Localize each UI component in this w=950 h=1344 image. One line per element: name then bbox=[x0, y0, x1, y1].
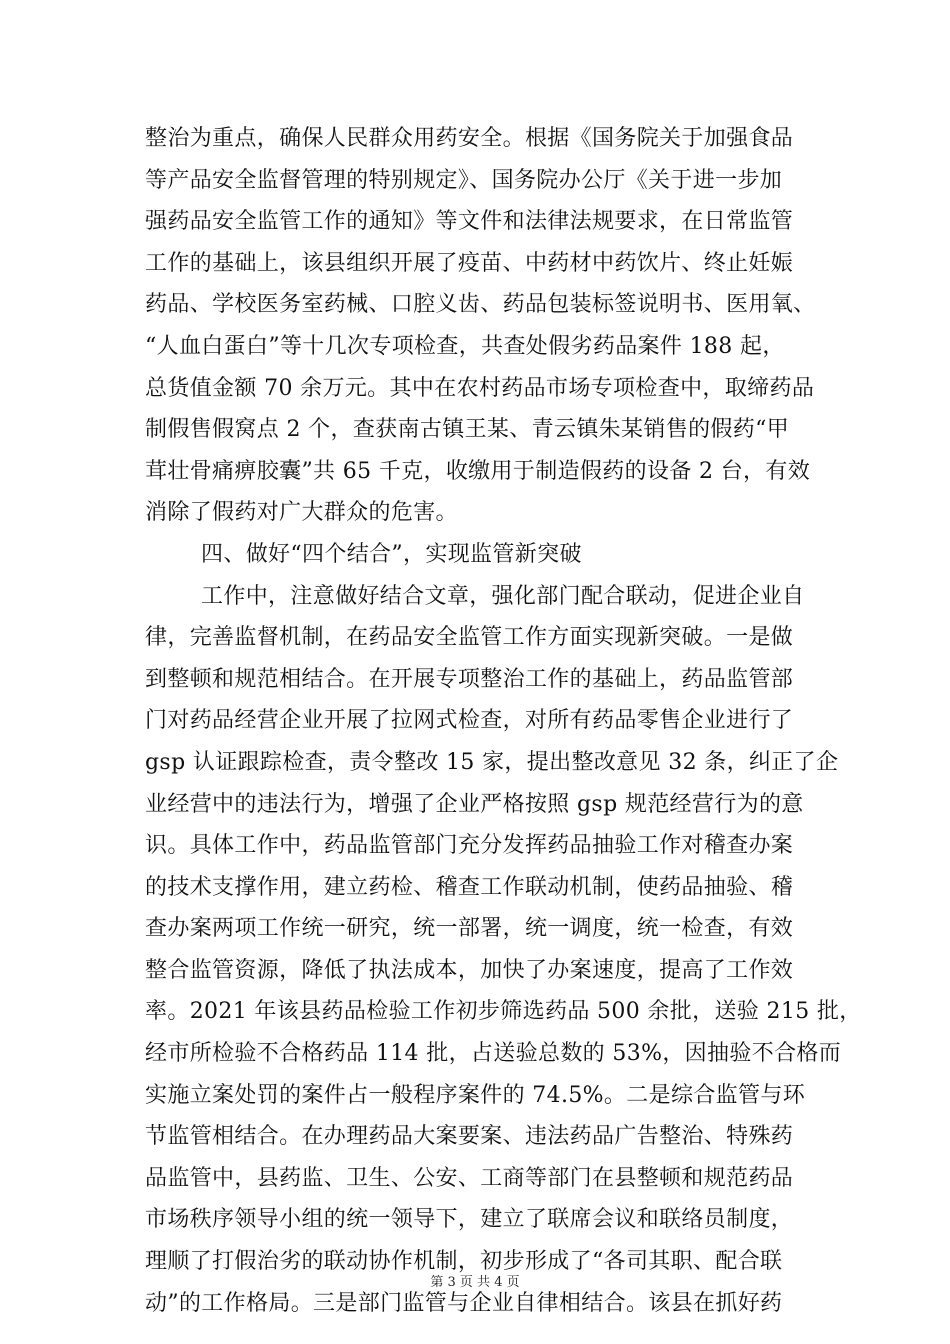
paragraph-start: 工作中，注意做好结合文章，强化部门配合联动，促进企业自 bbox=[201, 583, 805, 609]
text-line: 动”的工作格局。三是部门监管与企业自律相结合。该县在抓好药 bbox=[145, 1290, 783, 1316]
text-line: 理顺了打假治劣的联动协作机制，初步形成了“各司其职、配合联 bbox=[145, 1249, 783, 1275]
text-line: 制假售假窝点 2 个，查获南古镇王某、青云镇朱某销售的假药“甲 bbox=[145, 417, 790, 443]
body-text bbox=[145, 118, 862, 1324]
text-line: 律，完善监督机制，在药品安全监管工作方面实现新突破。一是做 bbox=[145, 625, 794, 651]
text-line: 药品、学校医务室药械、口腔义齿、药品包装标签说明书、医用氧、 bbox=[145, 292, 816, 318]
text-line: 率。2021 年该县药品检验工作初步筛选药品 500 余批，送验 215 批， bbox=[145, 999, 862, 1025]
section-heading: 四、做好“四个结合”，实现监管新突破 bbox=[201, 541, 582, 567]
text-line: 的技术支撑作用，建立药检、稽查工作联动机制，使药品抽验、稽 bbox=[145, 874, 794, 900]
text-line: gsp 认证跟踪检查，责令整改 15 家，提出整改意见 32 条，纠正了企 bbox=[145, 749, 839, 775]
text-line: 查办案两项工作统一研究，统一部署，统一调度，统一检查，有效 bbox=[145, 916, 794, 942]
text-line: 整治为重点，确保人民群众用药安全。根据《国务院关于加强食品 bbox=[145, 126, 794, 151]
text-line: 门对药品经营企业开展了拉网式检查，对所有药品零售企业进行了 bbox=[145, 708, 794, 734]
text-line: 节监管相结合。在办理药品大案要案、违法药品广告整治、特殊药 bbox=[145, 1124, 794, 1150]
text-line: 实施立案处罚的案件占一般程序案件的 74.5%。二是综合监管与环 bbox=[145, 1082, 806, 1108]
text-line: 经市所检验不合格药品 114 批，占送验总数的 53%，因抽验不合格而 bbox=[145, 1041, 842, 1067]
text-line: “人血白蛋白”等十几次专项检查，共查处假劣药品案件 188 起， bbox=[145, 333, 785, 359]
text-line: 识。具体工作中，药品监管部门充分发挥药品抽验工作对稽查办案 bbox=[145, 833, 794, 859]
text-line: 业经营中的违法行为，增强了企业严格按照 gsp 规范经营行为的意 bbox=[145, 791, 804, 817]
text-line: 品监管中，县药监、卫生、公安、工商等部门在县整顿和规范药品 bbox=[145, 1165, 794, 1191]
text-line: 消除了假药对广大群众的危害。 bbox=[145, 500, 458, 526]
text-line: 到整顿和规范相结合。在开展专项整治工作的基础上，药品监管部 bbox=[145, 666, 794, 692]
text-line: 茸壮骨痛痹胶囊”共 65 千克，收缴用于制造假药的设备 2 台，有效 bbox=[145, 458, 811, 484]
text-line: 工作的基础上，该县组织开展了疫苗、中药材中药饮片、终止妊娠 bbox=[145, 250, 794, 276]
text-line: 等产品安全监督管理的特别规定》、国务院办公厅《关于进一步加 bbox=[145, 167, 783, 193]
text-line: 市场秩序领导小组的统一领导下，建立了联席会议和联络员制度， bbox=[145, 1207, 794, 1233]
text-line: 整合监管资源，降低了执法成本，加快了办案速度，提高了工作效 bbox=[145, 957, 794, 983]
text-line: 总货值金额 70 余万元。其中在农村药品市场专项检查中，取缔药品 bbox=[145, 375, 815, 401]
page-number: 第 3 页 共 4 页 bbox=[430, 1275, 520, 1290]
text-line: 强药品安全监管工作的通知》等文件和法律法规要求，在日常监管 bbox=[145, 209, 794, 235]
